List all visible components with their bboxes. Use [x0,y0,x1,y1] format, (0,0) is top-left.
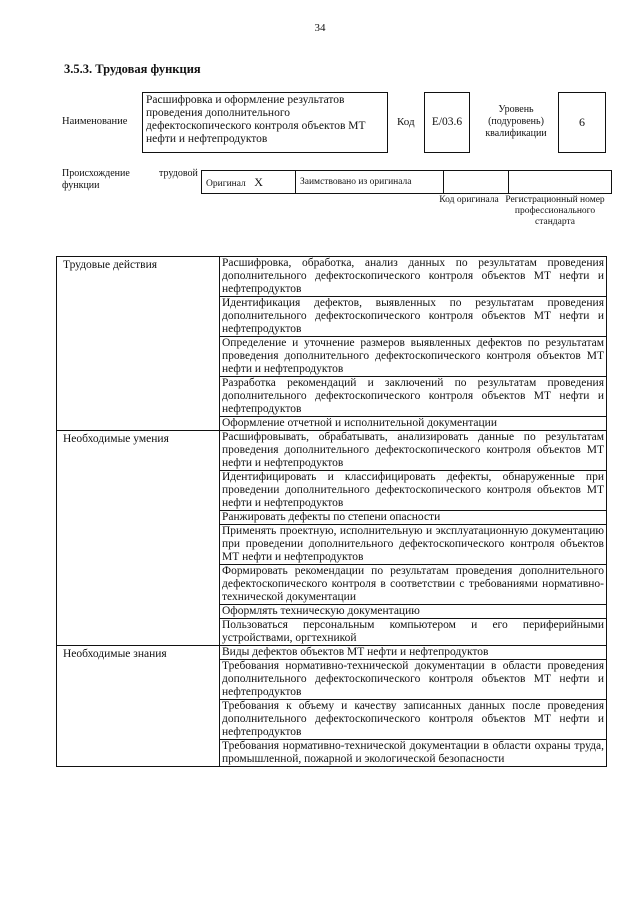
table-cell: Пользоваться персональным компьютером и его периферийными устройствами, оргтехникой [220,619,607,646]
table-cell: Требования к объему и качеству записанных данных после проведения дополнительного дефектоскопического контроля объектов МТ нефти и нефтепродуктов [220,700,607,740]
original-mark: X [254,174,263,189]
origin-label-part3: функции [62,180,100,191]
origin-code-cell [444,171,509,194]
table-cell: Оформление отчетной и исполнительной документации [220,417,607,431]
table-cell: Ранжировать дефекты по степени опасности [220,511,607,525]
origin-label-part1: Происхождение [62,168,130,179]
table-cell: Определение и уточнение размеров выявленных дефектов по результатам проведения дополнительного дефектоскопического контроля объектов МТ нефти и нефтепродуктов [220,337,607,377]
reg-number-label: Регистрационный номер профессионального стандарта [505,195,605,227]
origin-label-part2: трудовой [159,168,198,179]
original-label: Оригинал [206,178,246,189]
category-required-knowledge: Необходимые знания [57,646,220,767]
code-original-label: Код оригинала [439,195,499,205]
origin-original-cell [202,171,296,194]
table-cell: Оформлять техническую документацию [220,605,607,619]
origin-reg-cell [509,171,612,194]
table-row [57,431,607,471]
table-cell: Формировать рекомендации по результатам проведения дополнительного дефектоскопического контроля в соответствии с требованиями нормативно-технической документации [220,565,607,605]
table-cell: Требования нормативно-технической документации в области охраны труда, промышленной, пожарной и экологической безопасности [220,740,607,767]
table-cell: Идентификация дефектов, выявленных по результатам проведения дополнительного дефектоскопического контроля объектов МТ нефти и нефтепродуктов [220,297,607,337]
labor-function-table [56,256,607,767]
borrowed-label: Заимствовано из оригинала [300,177,412,187]
level-value-box: 6 [558,92,606,153]
origin-borrowed-cell [296,171,444,194]
page-number: 34 [314,22,326,34]
name-label: Наименование [62,116,128,127]
name-value-box: Расшифровка и оформление результатов проведения дополнительного дефектоскопического контроля объектов МТ нефти и нефтепродуктов [142,92,388,153]
code-label: Код [397,116,415,128]
table-cell: Разработка рекомендаций и заключений по результатам проведения дополнительного дефектоскопического контроля объектов МТ нефти и нефтепродуктов [220,377,607,417]
category-required-skills: Необходимые умения [57,431,220,646]
code-value-box: E/03.6 [424,92,470,153]
table-cell: Виды дефектов объектов МТ нефти и нефтепродуктов [220,646,607,660]
category-labor-actions: Трудовые действия [57,257,220,431]
table-cell: Идентифицировать и классифицировать дефекты, обнаруженные при проведении дополнительного дефектоскопического контроля объектов МТ нефти и нефтепродуктов [220,471,607,511]
origin-table [201,170,612,194]
section-title: 3.5.3. Трудовая функция [64,62,201,76]
table-row [57,646,607,660]
table-cell: Применять проектную, исполнительную и эксплуатационную документацию при проведении дополнительного дефектоскопического контроля объектов МТ нефти и нефтепродуктов [220,525,607,565]
table-row [57,257,607,297]
level-label: Уровень (подуровень) квалификации [485,104,547,139]
table-cell: Расшифровка, обработка, анализ данных по результатам проведения дополнительного дефектоскопического контроля объектов МТ нефти и нефтепродуктов [220,257,607,297]
table-cell: Требования нормативно-технической документации в области проведения дополнительного дефектоскопического контроля объектов МТ нефти и нефтепродуктов [220,660,607,700]
table-cell: Расшифровывать, обрабатывать, анализировать данные по результатам проведения дополнительного дефектоскопического контроля объектов МТ нефти и нефтепродуктов [220,431,607,471]
